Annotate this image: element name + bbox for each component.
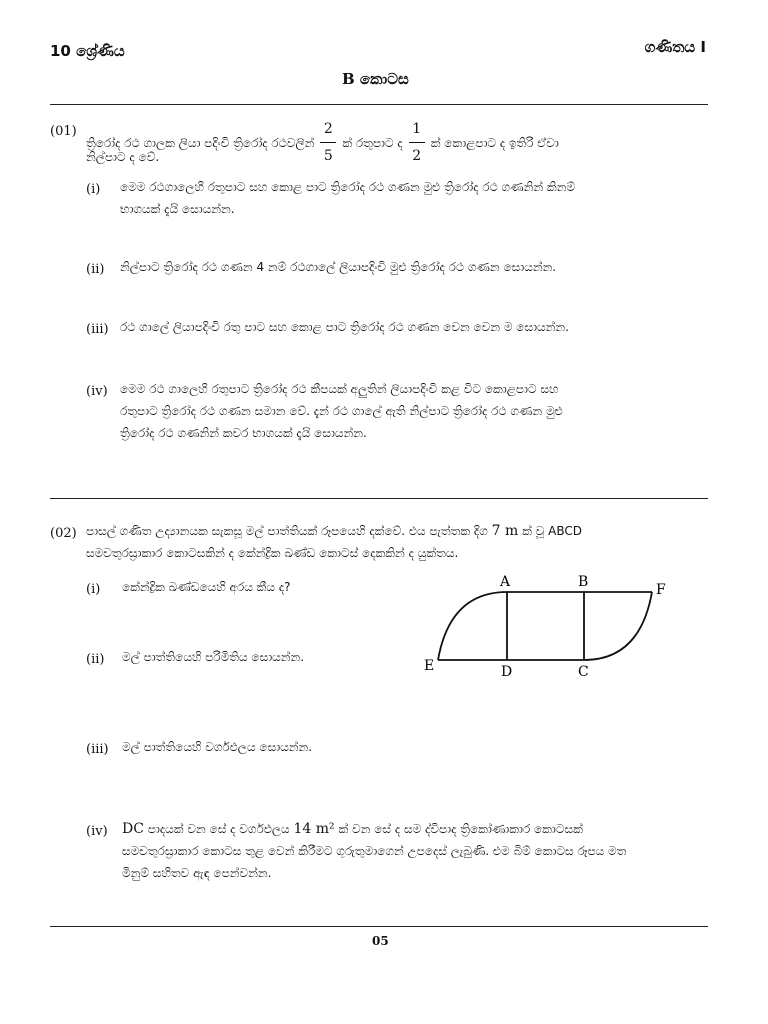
figure-label-C: C — [578, 664, 589, 680]
q1-intro-a: ත්‍රිරෝද රථ ගාලක ලියා පදිංචි ත්‍රිරෝද රථවලින් — [86, 135, 315, 150]
q1-part-i-line2: භාගයක් දැයි සොයන්න. — [120, 202, 235, 216]
q2-part-iv-line1 — [122, 818, 712, 840]
fraction-denominator: 5 — [323, 148, 333, 164]
q2-intro-b: ක් වූ ABCD — [522, 524, 582, 538]
q2-part-i-text: කේන්ද්‍රික ඛණ්ඩයෙහි අරය කීය ද? — [122, 580, 291, 594]
q1-part-iii-label: (iii) — [86, 322, 109, 337]
q1-part-iii-text: රථ ගාලේ ලියාපදිංචි රතු පාට සහ කොළ පාට ත්‍රිරෝද රථ ගණන වෙන වෙන ම සොයන්න. — [120, 320, 569, 334]
q2-intro-a: පාසල් ගණිත උද්‍යානයක සැකසූ මල් පාත්තියක් රූපයෙහි දක්වේ. එය පැත්තක දිග — [86, 524, 488, 538]
q1-intro-line2: නිල්පාට ද වේ. — [86, 150, 160, 164]
q2-part-iv-c: ක් වන සේ ද සම ද්විපාද ත්‍රිකෝණාකාර කොටසක් — [338, 822, 583, 836]
page-number: 05 — [372, 934, 389, 948]
fraction-numerator: 1 — [412, 121, 422, 137]
q2-intro-line2: සමචතුරස්‍රාකාර කොටසකින් ද කේන්ද්‍රික ඛණ්ඩ කොටස් දෙකකින් ද යුක්තය. — [86, 546, 459, 560]
figure-label-A: A — [500, 574, 511, 590]
fraction-numerator: 2 — [323, 121, 333, 137]
q1-part-iv-line1: මෙම රථ ගාලෙහි රතුපාට ත්‍රිරෝද රථ කීපයක් අලුතින් ලියාපදිංචි කළ විට කොළපාට සහ — [120, 382, 559, 396]
flower-bed-figure — [420, 570, 680, 682]
q2-part-iv-label: (iv) — [86, 824, 108, 839]
q2-part-ii-label: (ii) — [86, 652, 105, 667]
side-length-value: 7 m — [491, 523, 519, 539]
q1-part-i-label: (i) — [86, 182, 101, 197]
q2-part-iv-line3: මිනුම් සහිතව ඇඳ පෙන්වන්න. — [122, 866, 272, 880]
q1-part-iv-line2: රතුපාට ත්‍රිරෝද රථ ගණන සමාන වේ. දැන් රථ ගාලේ ඇති නිල්පාට ත්‍රිරෝද රථ ගණන මුළු — [120, 404, 563, 418]
divider-top — [50, 104, 708, 105]
section-title: B කොටස — [342, 70, 409, 88]
q1-intro-b: ක් රතුපාට ද — [342, 135, 403, 150]
figure-label-B: B — [578, 574, 589, 590]
fraction-bar — [320, 142, 336, 143]
q2-part-ii-text: මල් පාත්තියෙහි පරිමිතිය සොයන්න. — [122, 650, 305, 664]
q2-part-i-label: (i) — [86, 582, 101, 597]
q2-number: (02) — [50, 526, 77, 541]
fraction-one-half — [409, 118, 425, 167]
q2-intro-line1 — [86, 520, 708, 542]
q2-part-iv-line2: සමචතුරස්‍රාකාර කොටස තුළ වෙන් කිරීමට ගුරුතුමාගෙන් උපදෙස් ලැබුණි. එම බිම් කොටස රූපය මත — [122, 844, 627, 858]
q1-part-ii-text: නිල්පාට ත්‍රිරෝද රථ ගණන 4 නම් රථගාලේ ලියාපදිංචි මුළු ත්‍රිරෝද රථ ගණන සොයන්න. — [120, 260, 557, 274]
figure-label-E: E — [424, 658, 435, 674]
figure-arc-right — [584, 592, 652, 660]
q1-number: (01) — [50, 124, 77, 139]
fraction-two-fifths — [320, 118, 336, 167]
q1-part-i-line1: මෙම රථගාලෙහි රතුපාට සහ කොළ පාට ත්‍රිරෝද රථ ගණන මුළු ත්‍රිරෝද රථ ගණනින් කිනම් — [120, 180, 576, 194]
figure-arc-left — [438, 592, 507, 660]
q1-intro-line1 — [86, 118, 708, 167]
segment-dc: DC — [122, 821, 144, 837]
q2-part-iv-b: පාදයක් වන සේ ද වර්ගඵලය — [147, 822, 290, 836]
figure-label-F: F — [656, 582, 666, 598]
area-value: 14 m² — [293, 821, 335, 837]
grade-label: 10 ශ්‍රේණිය — [50, 42, 125, 60]
q1-part-iv-label: (iv) — [86, 384, 108, 399]
q2-part-iii-label: (iii) — [86, 742, 109, 757]
subject-label: ගණිතය I — [644, 38, 706, 56]
divider-middle — [50, 498, 708, 499]
q1-part-iv-line3: ත්‍රිරෝද රථ ගණනින් කවර භාගයක් දැයි සොයන්න. — [120, 426, 367, 440]
divider-bottom — [50, 926, 708, 927]
figure-label-D: D — [501, 664, 513, 680]
q2-part-iii-text: මල් පාත්තියෙහි වර්ගඵලය සොයන්න. — [122, 740, 313, 754]
q1-part-ii-label: (ii) — [86, 262, 105, 277]
q1-intro-c: ක් කොළපාට ද ඉතිරි ඒවා — [430, 135, 559, 150]
fraction-bar — [409, 142, 425, 143]
fraction-denominator: 2 — [412, 148, 422, 164]
